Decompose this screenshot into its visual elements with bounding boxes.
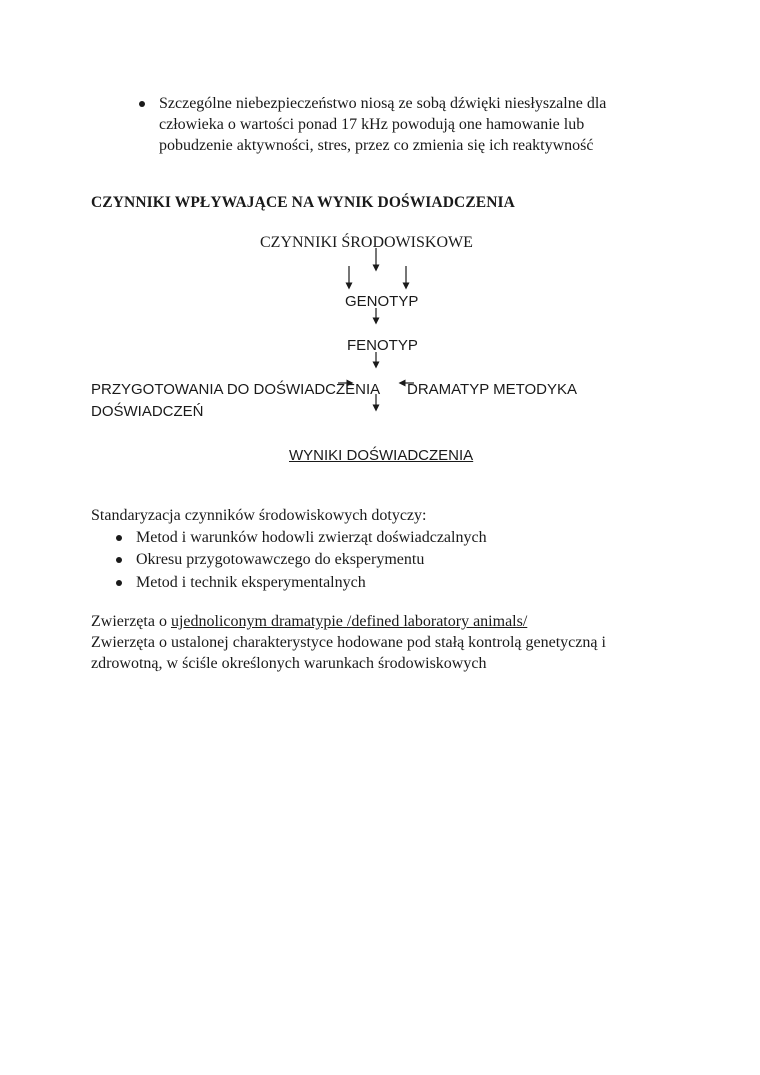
standardization-intro: Standaryzacja czynników środowiskowych dotyczy:: [91, 507, 427, 524]
top-bullet-line-3: pobudzenie aktywności, stres, przez co zmienia się ich reaktywność: [159, 137, 594, 154]
standardization-item-1: Metod i warunków hodowli zwierząt doświadczalnych: [136, 529, 487, 546]
definition-prefix: Zwierzęta o: [91, 613, 171, 630]
genotype-label: GENOTYP: [345, 293, 419, 310]
phenotype-label: FENOTYP: [347, 337, 418, 354]
bullet-icon: [116, 580, 122, 586]
defined-animals-term: ujednoliconym dramatypie /defined laboratory animals/: [170, 613, 528, 630]
preparation-label: PRZYGOTOWANIA DO DOŚWIADCZENIA: [91, 381, 381, 398]
section-heading: CZYNNIKI WPŁYWAJĄCE NA WYNIK DOŚWIADCZENIA: [91, 194, 515, 211]
bullet-icon: [116, 535, 122, 541]
definition-line-3: zdrowotną, w ściśle określonych warunkach środowiskowych: [91, 655, 487, 672]
definition-line-2: Zwierzęta o ustalonej charakterystyce hodowane pod stałą kontrolą genetyczną i: [91, 634, 606, 651]
top-bullet-line-1: Szczególne niebezpieczeństwo niosą ze sobą dźwięki niesłyszalne dla: [159, 95, 607, 112]
results-label: WYNIKI DOŚWIADCZENIA: [289, 447, 474, 464]
top-bullet-line-2: człowieka o wartości ponad 17 kHz powodują one hamowanie lub: [159, 116, 585, 133]
dramatype-methodology-label: DRAMATYP METODYKA: [407, 381, 578, 398]
standardization-item-2: Okresu przygotowawczego do eksperymentu: [136, 551, 425, 568]
definition-line-1: [91, 611, 527, 632]
standardization-item-3: Metod i technik eksperymentalnych: [136, 574, 366, 591]
environmental-factors-label: CZYNNIKI ŚRODOWISKOWE: [260, 234, 473, 251]
bullet-icon: [116, 557, 122, 563]
experiments-label: DOŚWIADCZEŃ: [91, 403, 204, 420]
